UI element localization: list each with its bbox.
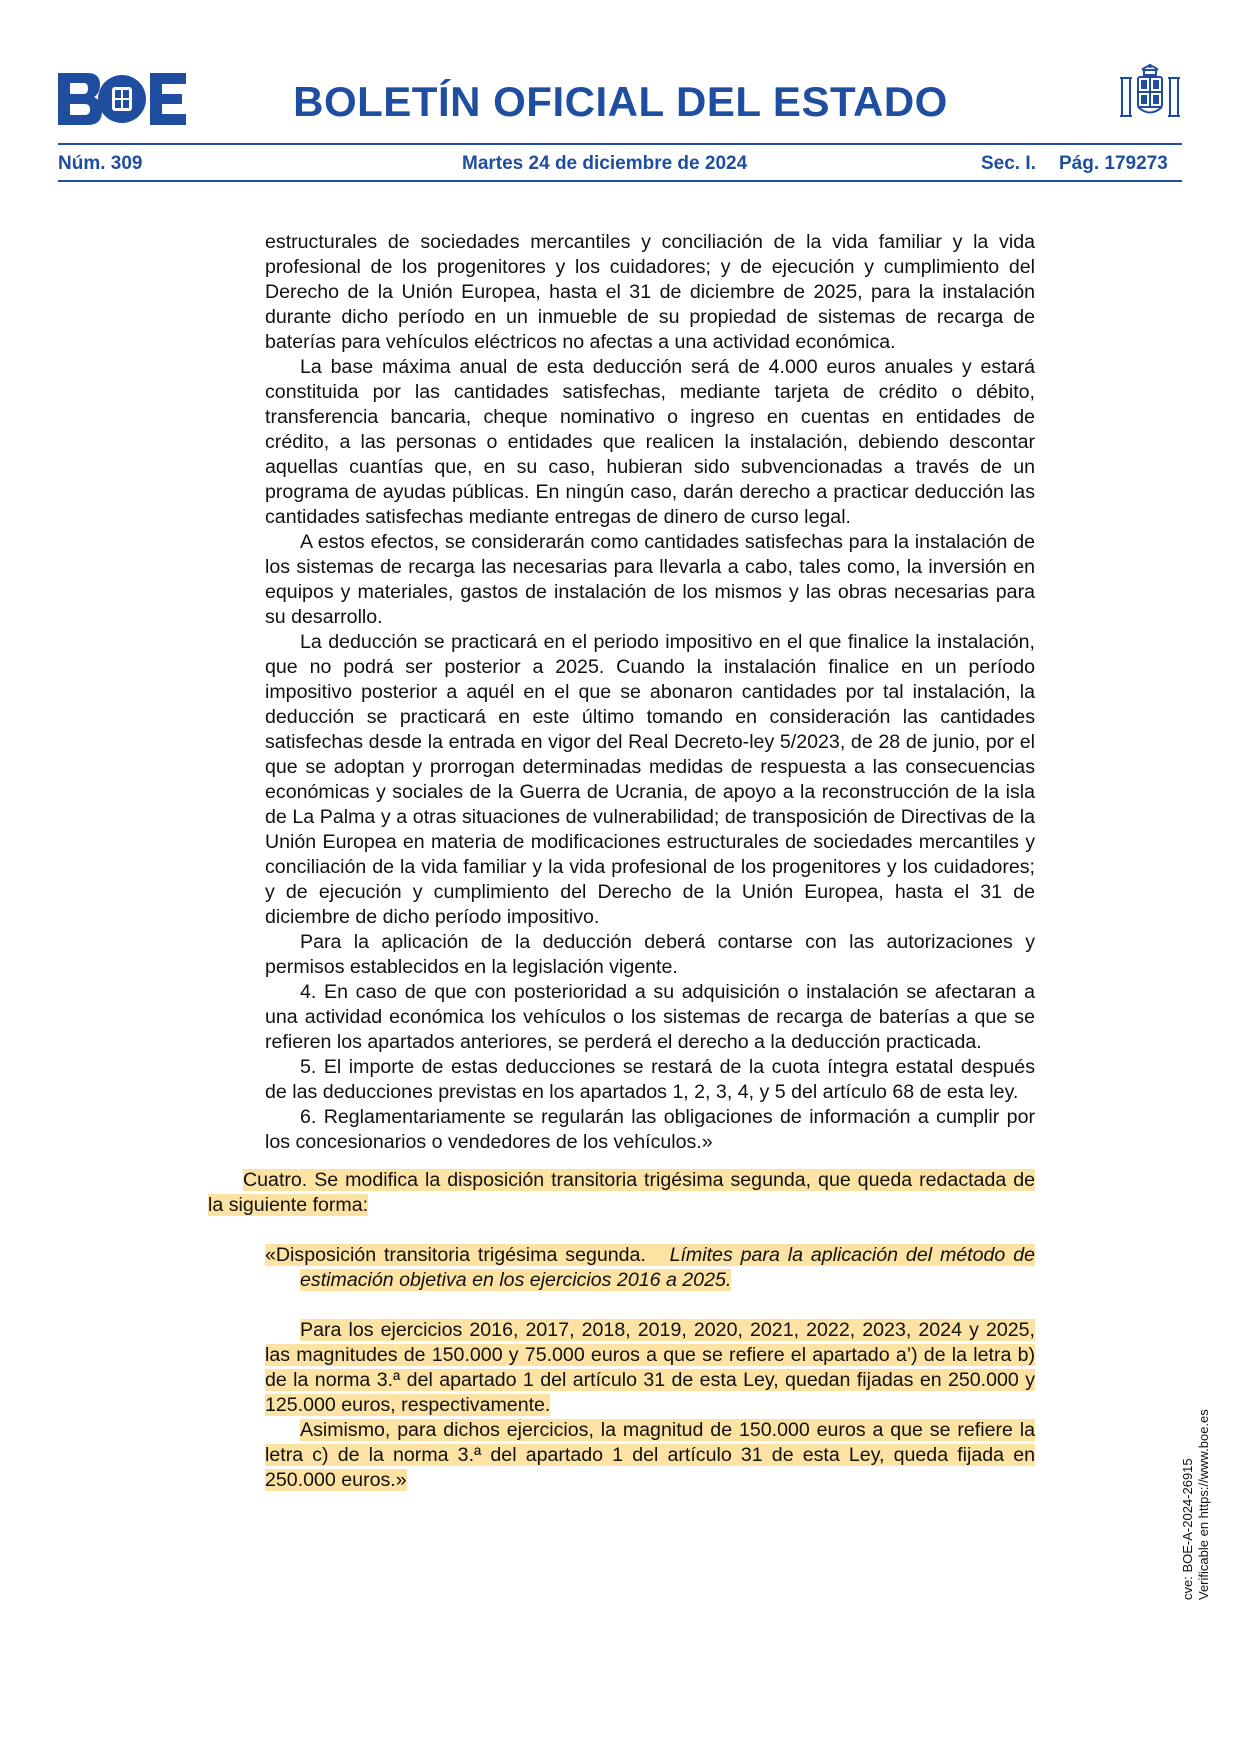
paragraph: estructurales de sociedades mercantiles y conciliación de la vida familiar y la vida profesional de los progenitores y los cuidadores; y de ejecución y cumplimiento del Derecho de la Unión Europea, hasta el 31 de diciembre de 2025, para la instalación durante dicho período en un inmueble de su propiedad de sistemas de recarga de baterías para vehículos eléctricos no afectas a una actividad económica. xyxy=(265,231,1035,353)
document-body xyxy=(208,230,1035,1493)
issue-number: Núm. 309 xyxy=(58,153,143,174)
gazette-title: BOLETÍN OFICIAL DEL ESTADO xyxy=(293,78,948,125)
paragraph: 4. En caso de que con posterioridad a su adquisición o instalación se afectaran a una actividad económica los vehículos o los sistemas de recarga de baterías a que se refieren los apartados anteriores, se perderá el derecho a la deducción practicada. xyxy=(265,981,1035,1053)
highlighted-text: Cuatro. Se modifica la disposición transitoria trigésima segunda, que queda redactada de la siguiente forma: xyxy=(208,1169,1035,1216)
verification-link[interactable]: Verificable en https://www.boe.es xyxy=(1196,1409,1211,1600)
paragraph: Para la aplicación de la deducción deberá contarse con las autorizaciones y permisos establecidos en la legislación vigente. xyxy=(265,931,1035,978)
paragraph: A estos efectos, se considerarán como cantidades satisfechas para la instalación de los sistemas de recarga las necesarias para llevarla a cabo, tales como, la inversión en equipos y materiales, gastos de instalación de los mismos y las obras necesarias para su desarrollo. xyxy=(265,531,1035,628)
page-number: Pág. 179273 xyxy=(1059,153,1168,174)
section-label: Sec. I. xyxy=(981,153,1036,174)
paragraph: La base máxima anual de esta deducción será de 4.000 euros anuales y estará constituida por las cantidades satisfechas, mediante tarjeta de crédito o débito, transferencia bancaria, cheque nominativo o ingreso en cuentas en entidades de crédito, a las personas o entidades que realicen la instalación, debiendo descontar aquellas cuantías que, en su caso, hubieran sido subvencionadas a través de un programa de ayudas públicas. En ningún caso, darán derecho a practicar deducción las cantidades satisfechas mediante entregas de dinero de curso legal. xyxy=(265,356,1035,528)
header-rule-bottom xyxy=(58,180,1182,182)
provision-paragraph xyxy=(265,1418,1035,1493)
side-verification xyxy=(1180,1409,1212,1600)
paragraph: La deducción se practicará en el periodo impositivo en el que finalice la instalación, que no podrá ser posterior a 2025. Cuando la instalación finalice en un período impositivo posterior a aquél en el que se abonaron cantidades por tal instalación, la deducción se practicará en este último tomando en consideración las cantidades satisfechas desde la entrada en vigor del Real Decreto-ley 5/2023, de 28 de junio, por el que se adoptan y prorrogan determinadas medidas de respuesta a las consecuencias económicas y sociales de la Guerra de Ucrania, de apoyo a la reconstrucción de la isla de La Palma y a otras situaciones de vulnerabilidad; de transposición de Directivas de la Unión Europea en materia de modificaciones estructurales de sociedades mercantiles y conciliación de la vida familiar y la vida profesional de los progenitores y los cuidadores; y de ejecución y cumplimiento del Derecho de la Unión Europea, hasta el 31 de diciembre de dicho período impositivo. xyxy=(265,631,1035,928)
header-rule-top xyxy=(58,143,1182,145)
provision-subtitle: Límites para la aplicación del método de estimación objetiva en los ejercicios 2016 a 2025. xyxy=(300,1244,1035,1291)
amendment-cuatro xyxy=(208,1168,1035,1218)
highlighted-text xyxy=(265,1244,1035,1291)
provision-heading xyxy=(265,1243,1035,1293)
cve-code: cve: BOE-A-2024-26915 xyxy=(1180,1458,1195,1600)
coat-of-arms-icon xyxy=(1118,60,1182,132)
highlighted-text: Asimismo, para dichos ejercicios, la magnitud de 150.000 euros a que se refiere la letra c) de la norma 3.ª del apartado 1 del artículo 31 de esta Ley, queda fijada en 250.000 euros.» xyxy=(265,1419,1035,1491)
provision-title: «Disposición transitoria trigésima segunda. xyxy=(265,1244,646,1266)
provision-paragraph xyxy=(265,1318,1035,1418)
issue-date: Martes 24 de diciembre de 2024 xyxy=(462,153,748,174)
paragraph: 6. Reglamentariamente se regularán las obligaciones de información a cumplir por los concesionarios o vendedores de los vehículos.» xyxy=(265,1106,1035,1153)
highlighted-text: Para los ejercicios 2016, 2017, 2018, 2019, 2020, 2021, 2022, 2023, 2024 y 2025, las magnitudes de 150.000 y 75.000 euros a que se refiere el apartado a’) de la letra b) de la norma 3.ª del apartado 1 del artículo 31 de esta Ley, quedan fijadas en 250.000 y 125.000 euros, respectivamente. xyxy=(265,1319,1035,1416)
paragraph: 5. El importe de estas deducciones se restará de la cuota íntegra estatal después de las deducciones previstas en los apartados 1, 2, 3, 4, y 5 del artículo 68 de esta ley. xyxy=(265,1056,1035,1103)
